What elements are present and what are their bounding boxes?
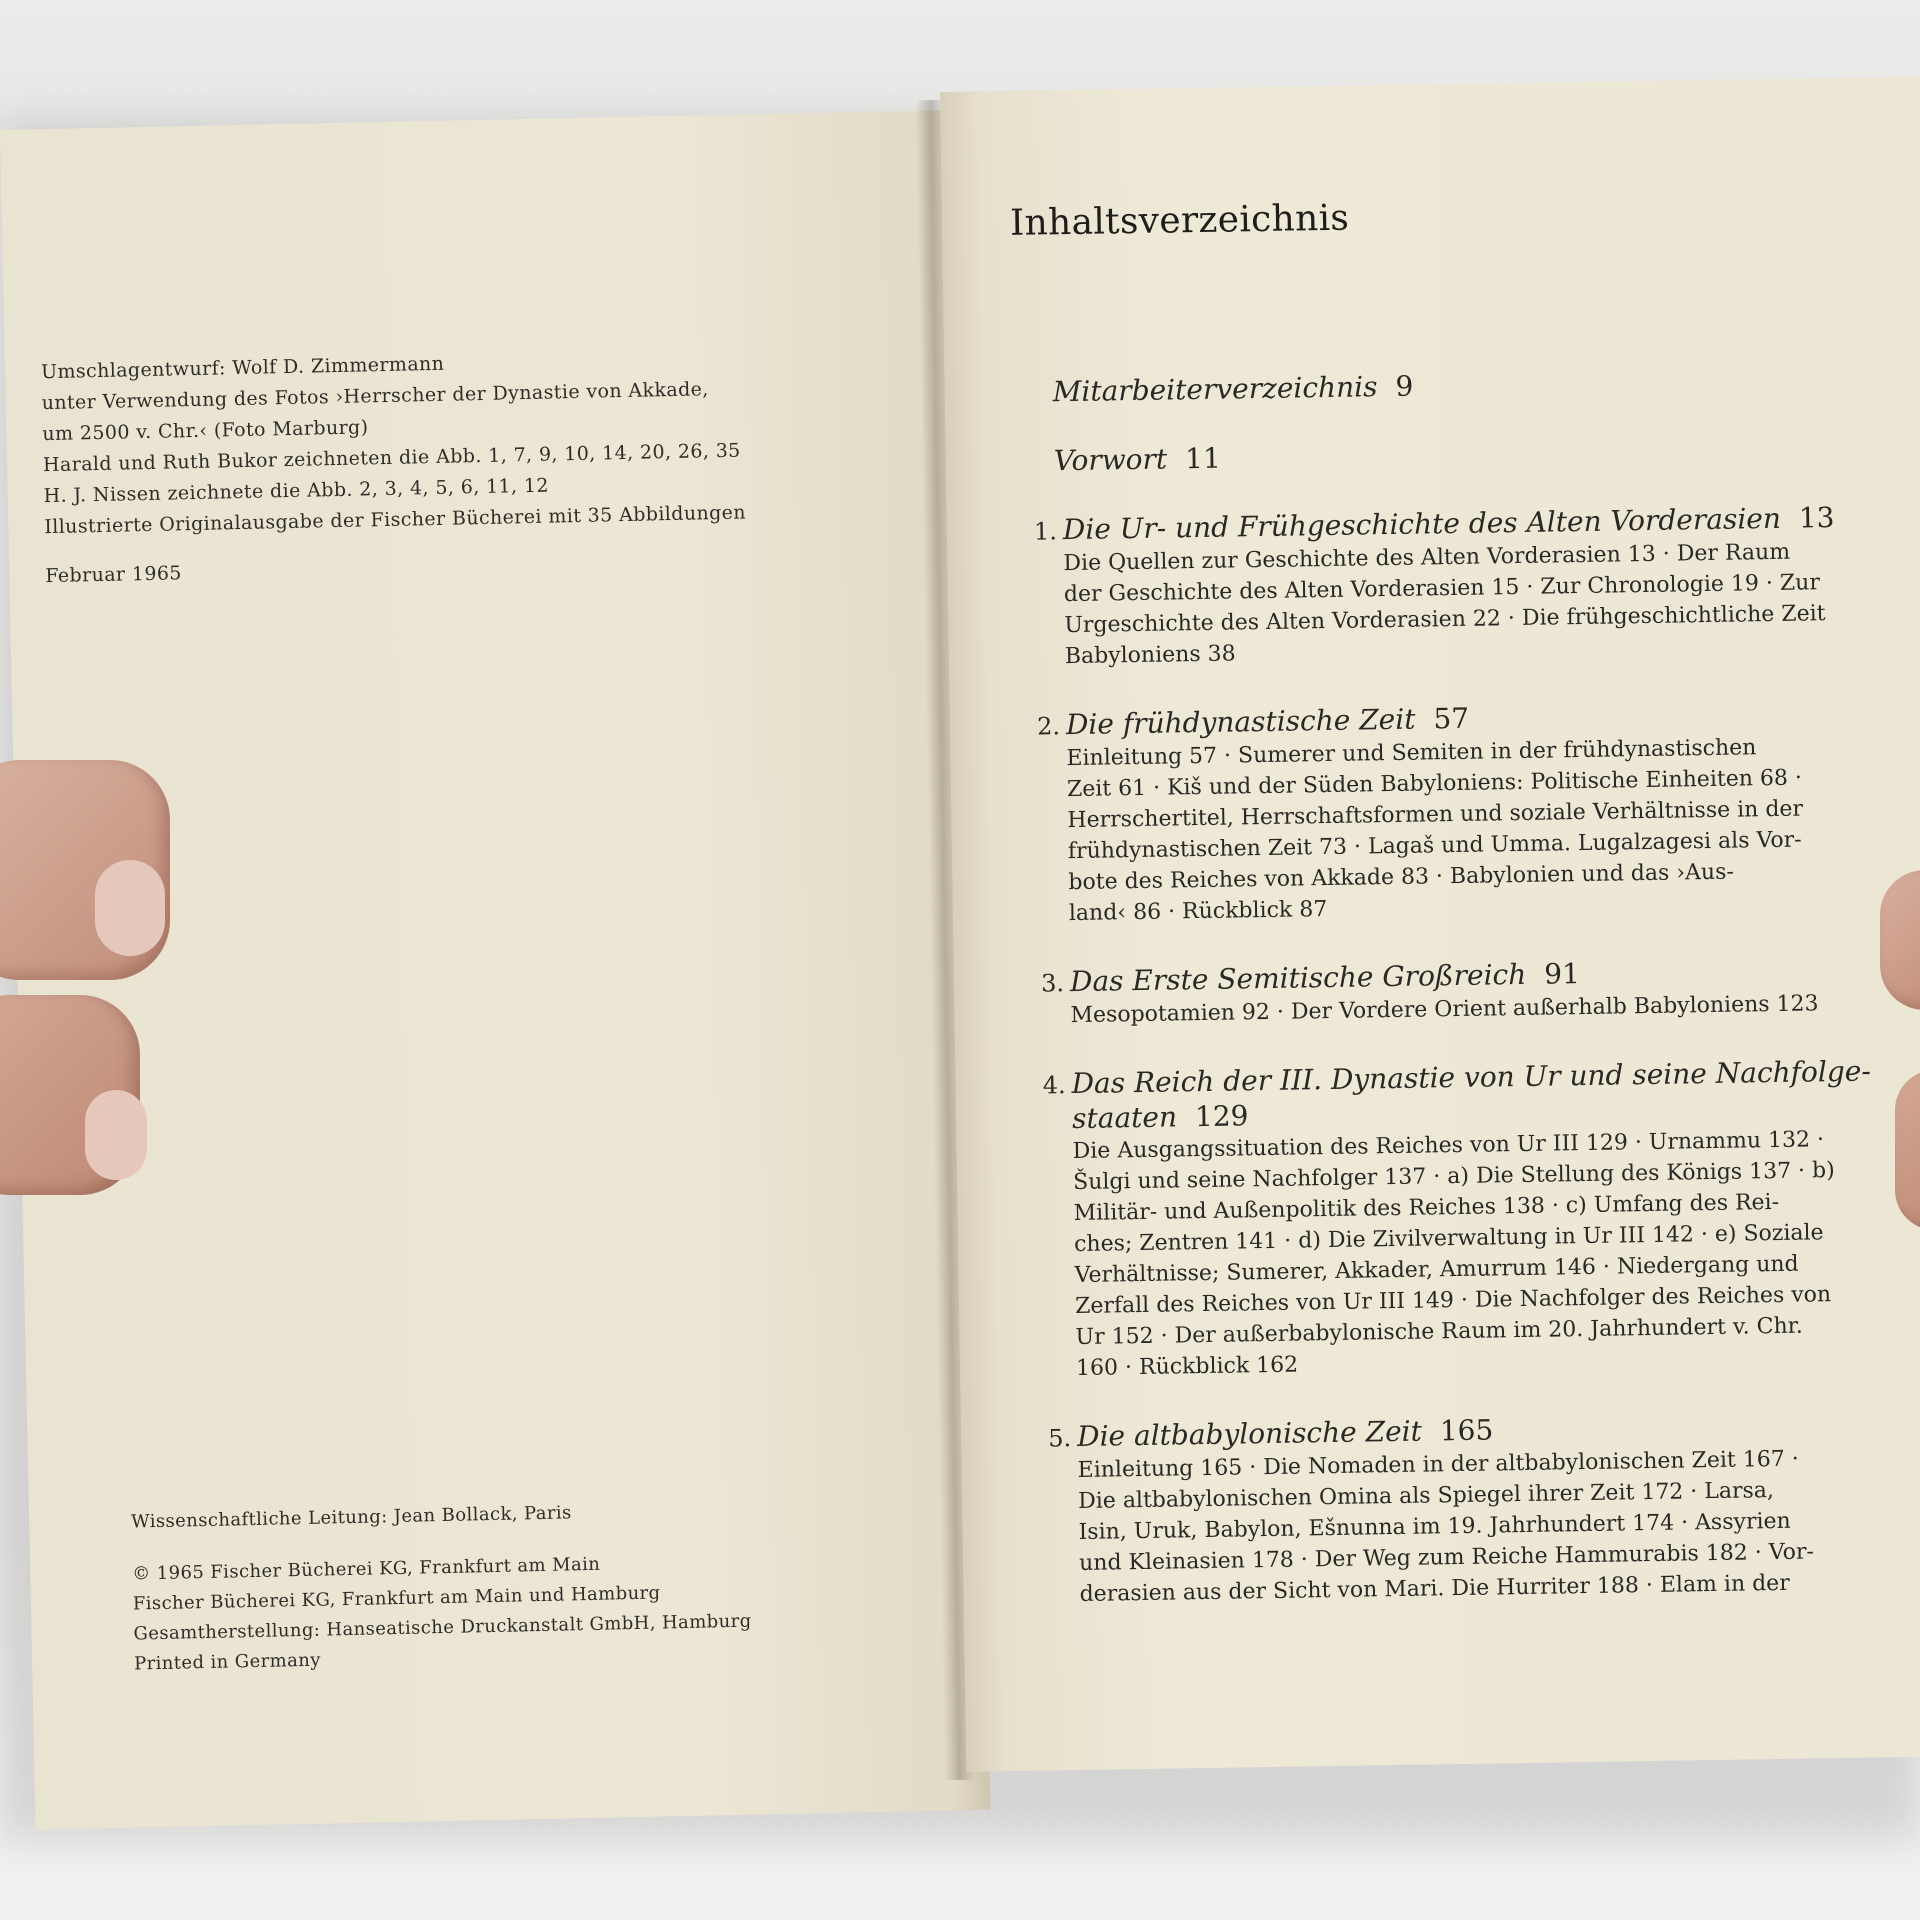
toc-chapter xyxy=(1035,1054,1910,1385)
chapter-title: Das Erste Semitische Großreich xyxy=(1069,957,1527,999)
chapter-line: Zerfall des Reiches von Ur III 149 · Die Nachfolger des Reiches von xyxy=(1074,1282,1832,1320)
imprint-line: Umschlagentwurf: Wolf D. Zimmermann xyxy=(40,352,445,384)
toc-entry xyxy=(1054,431,1896,477)
chapter-line: Šulgi und seine Nachfolger 137 · a) Die Stellung des Königs 137 · b) xyxy=(1072,1158,1835,1196)
imprint-line: unter Verwendung des Fotos ›Herrscher der Dynastie von Akkade, xyxy=(41,378,709,415)
chapter-title: Die Ur- und Frühgeschichte des Alten Vorderasien xyxy=(1062,501,1782,547)
right-finger xyxy=(1895,1070,1920,1230)
toc-entry xyxy=(1052,362,1894,408)
right-page xyxy=(940,76,1920,1772)
chapter-number: 5. xyxy=(1048,1424,1072,1453)
chapter-line: Mesopotamien 92 · Der Vordere Orient außerhalb Babyloniens 123 xyxy=(1070,991,1819,1029)
chapter-line: 160 · Rückblick 162 xyxy=(1075,1352,1299,1382)
chapter-contents xyxy=(1072,1123,1876,1384)
chapter-line: land‹ 86 · Rückblick 87 xyxy=(1068,897,1328,927)
imprint-credits xyxy=(41,341,806,592)
toc-entry-page: 9 xyxy=(1395,369,1414,403)
chapter-line: Verhältnisse; Sumerer, Akkader, Amurrum 146 · Niedergang und xyxy=(1074,1251,1799,1289)
chapter-page: 91 xyxy=(1543,957,1581,991)
toc-chapter xyxy=(1034,952,1905,1032)
chapter-line: Babyloniens 38 xyxy=(1064,641,1236,670)
copyright-line: Gesamtherstellung: Hanseatische Druckanstalt GmbH, Hamburg xyxy=(133,1610,752,1645)
right-thumb xyxy=(1880,870,1920,1010)
publication-date: Februar 1965 xyxy=(45,562,183,588)
chapter-line: Ur 152 · Der außerbabylonische Raum im 20. Jahrhundert v. Chr. xyxy=(1075,1313,1803,1351)
chapter-title: Die frühdynastische Zeit xyxy=(1065,702,1416,742)
left-page xyxy=(0,110,990,1830)
toc-entry-title: Mitarbeiterverzeichnis xyxy=(1052,370,1378,409)
chapter-contents xyxy=(1063,536,1865,673)
chapter-line: Zeit 61 · Kiš und der Süden Babyloniens: Politische Einheiten 68 · xyxy=(1066,765,1803,803)
imprint-line: H. J. Nissen zeichnete die Abb. 2, 3, 4, 5, 6, 11, 12 xyxy=(43,474,550,508)
chapter-contents xyxy=(1077,1442,1879,1610)
chapter-line: Urgeschichte des Alten Vorderasien 22 · Die frühgeschichtliche Zeit xyxy=(1064,601,1826,639)
chapter-line: Die Ausgangssituation des Reiches von Ur III 129 · Urnammu 132 · xyxy=(1072,1127,1825,1165)
chapter-line: Die altbabylonischen Omina als Spiegel ihrer Zeit 172 · Larsa, xyxy=(1077,1478,1775,1515)
chapter-line: bote des Reiches von Akkade 83 · Babylonien und das ›Aus- xyxy=(1068,859,1735,896)
chapter-line: derasien aus der Sicht von Mari. Die Hurriter 188 · Elam in der xyxy=(1079,1570,1790,1607)
thumbnail xyxy=(95,860,165,956)
chapter-number: 2. xyxy=(1036,712,1061,741)
toc-title: Inhaltsverzeichnis xyxy=(1009,197,1350,244)
chapter-line: Militär- und Außenpolitik des Reiches 138 · c) Umfang des Rei- xyxy=(1073,1189,1780,1227)
fingernail xyxy=(85,1090,147,1180)
table-of-contents xyxy=(1024,362,1914,1647)
copyright-line: Fischer Bücherei KG, Frankfurt am Main und Hamburg xyxy=(132,1582,661,1615)
chapter-line: Einleitung 165 · Die Nomaden in der altbabylonischen Zeit 167 · xyxy=(1077,1446,1799,1484)
chapter-contents xyxy=(1066,731,1869,930)
imprint-line: Illustrierte Originalausgabe der Fischer Bücherei mit 35 Abbildungen xyxy=(44,501,747,539)
chapter-title-continued: staaten xyxy=(1071,1100,1178,1136)
chapter-number: 1. xyxy=(1033,517,1058,546)
toc-entry-page: 11 xyxy=(1184,441,1222,476)
toc-chapter xyxy=(1027,500,1899,673)
chapter-page: 165 xyxy=(1439,1413,1494,1448)
scientific-editor: Wissenschaftliche Leitung: Jean Bollack, Paris xyxy=(130,1502,572,1533)
chapter-line: Herrschertitel, Herrschaftsformen und soziale Verhältnisse in der xyxy=(1067,796,1804,834)
toc-entry-title: Vorwort xyxy=(1053,442,1168,478)
chapter-line: und Kleinasien 178 · Der Weg zum Reiche Hammurabis 182 · Vor- xyxy=(1078,1539,1815,1576)
chapter-line: ches; Zentren 141 · d) Die Zivilverwaltung in Ur III 142 · e) Soziale xyxy=(1073,1220,1824,1258)
chapter-number: 4. xyxy=(1042,1071,1066,1100)
copyright-line: © 1965 Fischer Bücherei KG, Frankfurt am Main xyxy=(132,1553,601,1585)
chapter-line: Isin, Uruk, Babylon, Ešnunna im 19. Jahrhundert 174 · Assyrien xyxy=(1078,1508,1791,1545)
imprint-line: Harald und Ruth Bukor zeichneten die Abb. 1, 7, 9, 10, 14, 20, 26, 35 xyxy=(42,439,741,477)
imprint-line: um 2500 v. Chr.‹ (Foto Marburg) xyxy=(42,416,369,446)
chapter-line: der Geschichte des Alten Vorderasien 15 · Zur Chronologie 19 · Zur xyxy=(1063,570,1821,608)
chapter-line: Einleitung 57 · Sumerer und Semiten in der frühdynastischen xyxy=(1066,735,1757,772)
copyright-line: Printed in Germany xyxy=(133,1649,322,1675)
chapter-title: Das Reich der III. Dynastie von Ur und seine Nachfolge- xyxy=(1071,1054,1872,1101)
chapter-line: Die Quellen zur Geschichte des Alten Vorderasien 13 · Der Raum xyxy=(1063,539,1791,577)
chapter-line: frühdynastischen Zeit 73 · Lagaš und Umma. Lugalzagesi als Vor- xyxy=(1067,827,1802,865)
toc-chapter xyxy=(1030,695,1903,930)
chapter-page: 13 xyxy=(1798,501,1835,535)
imprint-copyright xyxy=(131,1493,834,1680)
chapter-page: 57 xyxy=(1433,701,1470,736)
chapter-number: 3. xyxy=(1040,969,1065,998)
chapter-title: Die altbabylonische Zeit xyxy=(1076,1414,1423,1454)
toc-chapter xyxy=(1041,1407,1914,1611)
chapter-page: 129 xyxy=(1194,1099,1249,1134)
